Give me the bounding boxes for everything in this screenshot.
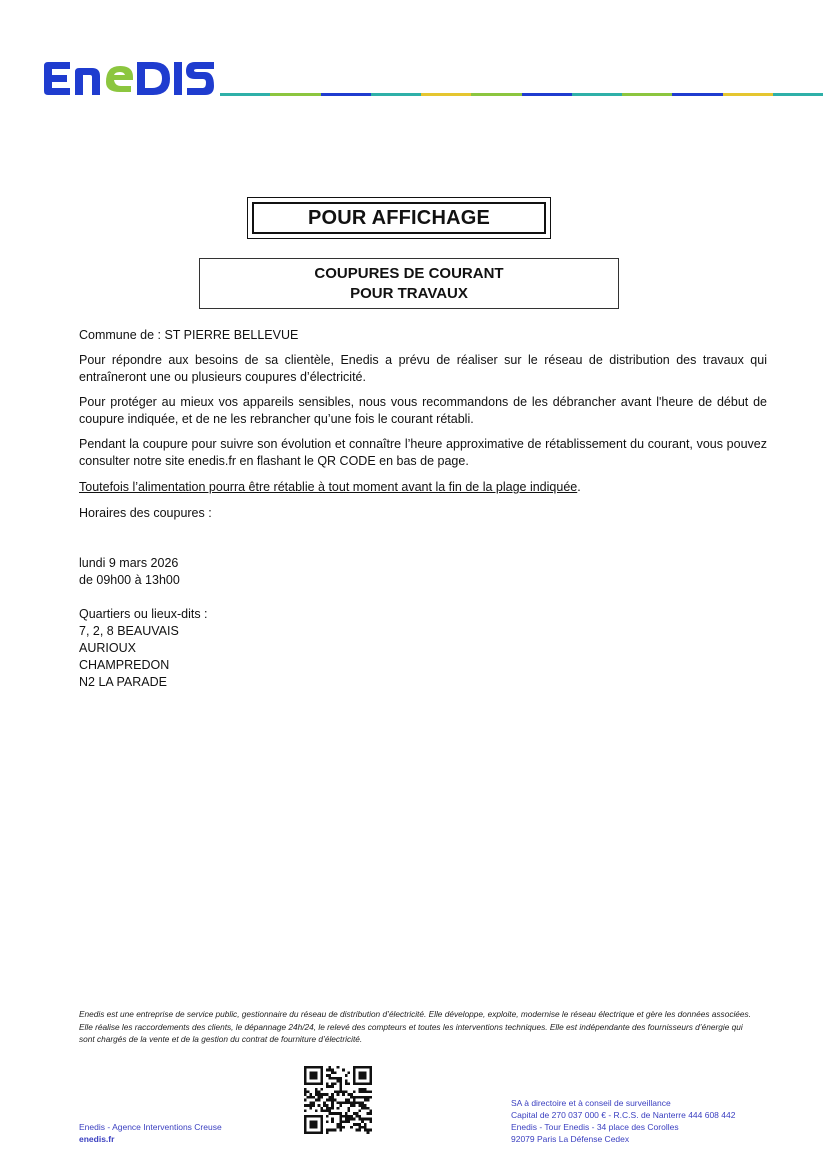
enedis-logo	[40, 58, 216, 100]
header-divider	[220, 93, 823, 96]
commune-line: Commune de : ST PIERRE BELLEVUE	[79, 328, 299, 342]
website-link[interactable]: enedis.fr	[79, 1134, 115, 1144]
quartier-item: N2 LA PARADE	[79, 675, 168, 689]
title-banner-text: POUR AFFICHAGE	[252, 202, 546, 234]
paragraph-4: Toutefois l’alimentation pourra être rétablie à tout moment avant la fin de la plage indiquée.	[79, 480, 581, 494]
title-banner	[247, 197, 551, 239]
quartiers-label: Quartiers ou lieux-dits :	[79, 607, 208, 621]
footer-left	[79, 1121, 222, 1145]
paragraph-3: Pendant la coupure pour suivre son évolution et connaître l’heure approximative de rétablissement du courant, vous pouvez consulter notre site enedis.fr en flashant le QR CODE en bas de page.	[79, 437, 767, 468]
company-address-2: 92079 Paris La Défense Cedex	[511, 1134, 630, 1144]
footer-right	[511, 1097, 735, 1145]
horaires-label: Horaires des coupures :	[79, 506, 212, 520]
schedule-date: lundi 9 mars 2026	[79, 556, 179, 570]
company-legal-1: SA à directoire et à conseil de surveillance	[511, 1098, 671, 1108]
subtitle-line-1: COUPURES DE COURANT	[314, 264, 504, 282]
schedule-time: de 09h00 à 13h00	[79, 573, 180, 587]
availability-notice: Toutefois l’alimentation pourra être rétablie à tout moment avant la fin de la plage indiquée	[79, 480, 578, 494]
quartier-item: 7, 2, 8 BEAUVAIS	[79, 624, 179, 638]
quartier-item: CHAMPREDON	[79, 658, 170, 672]
subtitle-line-2: POUR TRAVAUX	[350, 284, 468, 302]
quartier-item: AURIOUX	[79, 641, 136, 655]
paragraph-2: Pour protéger au mieux vos appareils sensibles, nous vous recommandons de les débrancher avant l'heure de début de coupure indiquée, et de ne les rebrancher qu’une fois le courant rétabli.	[79, 395, 767, 426]
subtitle-box	[199, 258, 619, 309]
agency-name: Enedis - Agence Interventions Creuse	[79, 1122, 222, 1132]
legal-notice: Enedis est une entreprise de service public, gestionnaire du réseau de distribution d’électricité. Elle développe, exploite, modernise le réseau électrique et gère les données associées. Elle réalise les raccordements des clients, le dépannage 24h/24, le relevé des compteurs et toutes les interventions techniques. Elle est indépendante des fournisseurs d’énergie qui sont chargés de la vente et de la gestion du contrat de fourniture d’électricité.	[79, 1009, 751, 1044]
company-address-1: Enedis - Tour Enedis - 34 place des Corolles	[511, 1122, 679, 1132]
company-legal-2: Capital de 270 037 000 € - R.C.S. de Nanterre 444 608 442	[511, 1110, 736, 1120]
qr-code[interactable]	[304, 1066, 372, 1134]
paragraph-1: Pour répondre aux besoins de sa clientèle, Enedis a prévu de réaliser sur le réseau de distribution des travaux qui entraîneront une ou plusieurs coupures d’électricité.	[79, 353, 767, 384]
